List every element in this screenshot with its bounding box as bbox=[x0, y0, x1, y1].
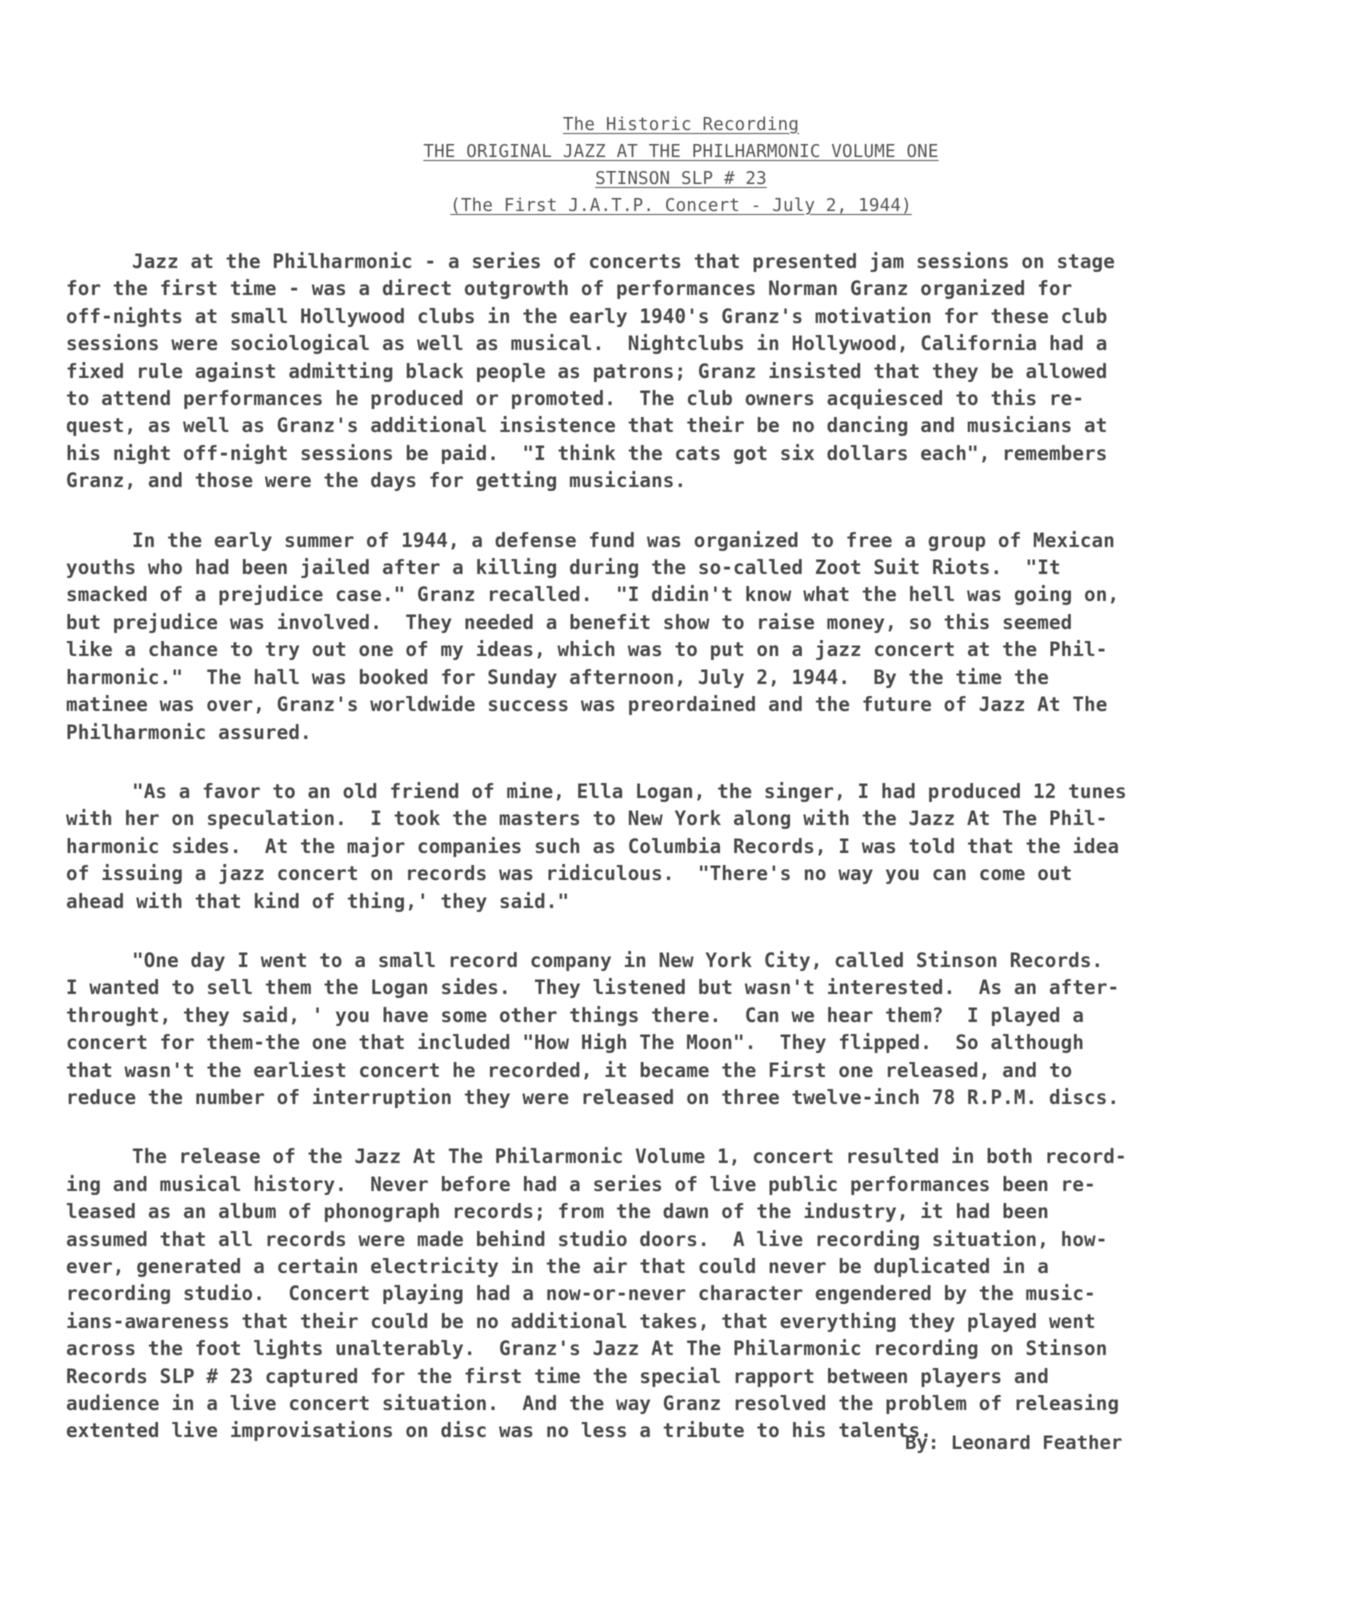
text-line: The release of the Jazz At The Philarmonic Volume 1, concert resulted in both record- bbox=[132, 1145, 1127, 1169]
text-line: "As a favor to an old friend of mine, Ella Logan, the singer, I had produced 12 tunes bbox=[132, 779, 1127, 803]
text-line: smacked of a prejudice case." Granz recalled. "I didin't know what the hell was going on, bbox=[66, 583, 1120, 607]
text-line: harmonic sides. At the major companies such as Columbia Records, I was told that the idea bbox=[66, 834, 1120, 858]
text-line: In the early summer of 1944, a defense fund was organized to free a group of Mexican bbox=[132, 528, 1115, 552]
text-line: fixed rule against admitting black people as patrons; Granz insisted that they be allowed bbox=[66, 359, 1108, 383]
author-signature: By: Leonard Feather bbox=[905, 1432, 1123, 1454]
text-line: of issuing a jazz concert on records was ridiculous. "There's no way you can come out bbox=[66, 862, 1073, 886]
paragraph-5 bbox=[66, 1143, 1306, 1444]
text-line: ians-awareness that their could be no additional takes, that everything they played went bbox=[66, 1309, 1096, 1333]
text-line: matinee was over, Granz's worldwide success was preordained and the future of Jazz At The bbox=[66, 693, 1108, 717]
document-header bbox=[0, 112, 1362, 220]
text-line: "One day I went to a small record company in New York City, called Stinson Records. bbox=[132, 948, 1104, 972]
text-line: Jazz at the Philharmonic - a series of concerts that presented jam sessions on stage bbox=[132, 250, 1115, 273]
paragraph-1 bbox=[66, 248, 1306, 495]
text-line: concert for them-the one that included "How High The Moon". They flipped. So although bbox=[66, 1031, 1085, 1055]
header-title: THE ORIGINAL JAZZ AT THE PHILHARMONIC VOLUME ONE bbox=[423, 142, 939, 162]
paragraph-4 bbox=[66, 947, 1306, 1111]
text-line: I wanted to sell them the Logan sides. They listened but wasn't interested. As an after- bbox=[66, 976, 1120, 1000]
text-line: harmonic." The hall was booked for Sunday afternoon, July 2, 1944. By the time the bbox=[66, 665, 1049, 689]
text-line: leased as an album of phonograph records; from the dawn of the industry, it had been bbox=[66, 1200, 1049, 1224]
text-line: his night off-night sessions be paid. "I think the cats got six dollars each", remembers bbox=[66, 441, 1108, 465]
text-line: for the first time - was a direct outgrowth of performances Norman Granz organized for bbox=[66, 277, 1073, 301]
text-line: ahead with that kind of thing,' they said." bbox=[66, 889, 570, 913]
paragraph-3 bbox=[66, 778, 1306, 915]
text-line: throught, they said, ' you have some other things there. Can we hear them? I played a bbox=[66, 1003, 1085, 1027]
text-line: across the foot lights unalterably. Granz's Jazz At The Philarmonic recording on Stinson bbox=[66, 1337, 1108, 1361]
text-line: quest, as well as Granz's additional insistence that their be no dancing and musicians at bbox=[66, 414, 1108, 438]
text-line: Records SLP # 23 captured for the first time the special rapport between players and bbox=[66, 1364, 1049, 1388]
text-line: that wasn't the earliest concert he recorded, it became the First one released, and to bbox=[66, 1058, 1073, 1082]
text-line: Philharmonic assured. bbox=[66, 720, 312, 744]
text-line: reduce the number of interruption they were released on three twelve-inch 78 R.P.M. discs. bbox=[66, 1085, 1120, 1109]
text-line: with her on speculation. I took the masters to New York along with the Jazz At The Phil- bbox=[66, 807, 1108, 831]
text-line: sessions were sociological as well as musical. Nightclubs in Hollywood, California had a bbox=[66, 332, 1108, 356]
text-line: to attend performances he produced or promoted. The club owners acquiesced to this re- bbox=[66, 387, 1085, 411]
text-line: assumed that all records were made behind studio doors. A live recording situation, how- bbox=[66, 1227, 1108, 1251]
text-line: extented live improvisations on disc was no less a tribute to his talents. bbox=[66, 1419, 932, 1443]
header-line-1: The Historic Recording bbox=[562, 115, 800, 135]
document-body bbox=[66, 248, 1306, 1477]
text-line: youths who had been jailed after a killing during the so-called Zoot Suit Riots. "It bbox=[66, 556, 1061, 580]
text-line: ing and musical history. Never before had a series of live public performances been re- bbox=[66, 1172, 1096, 1196]
text-line: off-nights at small Hollywood clubs in the early 1940's Granz's motivation for these club bbox=[66, 304, 1108, 328]
paragraph-2 bbox=[66, 527, 1306, 746]
text-line: audience in a live concert situation. And the way Granz resolved the problem of releasing bbox=[66, 1392, 1120, 1416]
text-line: like a chance to try out one of my ideas, which was to put on a jazz concert at the Phil- bbox=[66, 638, 1108, 662]
text-line: Granz, and those were the days for getting musicians. bbox=[66, 469, 687, 493]
header-subtitle: (The First J.A.T.P. Concert - July 2, 1944) bbox=[450, 196, 912, 216]
text-line: ever, generated a certain electricity in the air that could never be duplicated in a bbox=[66, 1255, 1049, 1278]
header-catalog-number: STINSON SLP # 23 bbox=[595, 169, 767, 189]
text-line: recording studio. Concert playing had a now-or-never character engendered by the music- bbox=[66, 1282, 1096, 1306]
text-line: but prejudice was involved. They needed a benefit show to raise money, so this seemed bbox=[66, 610, 1073, 634]
